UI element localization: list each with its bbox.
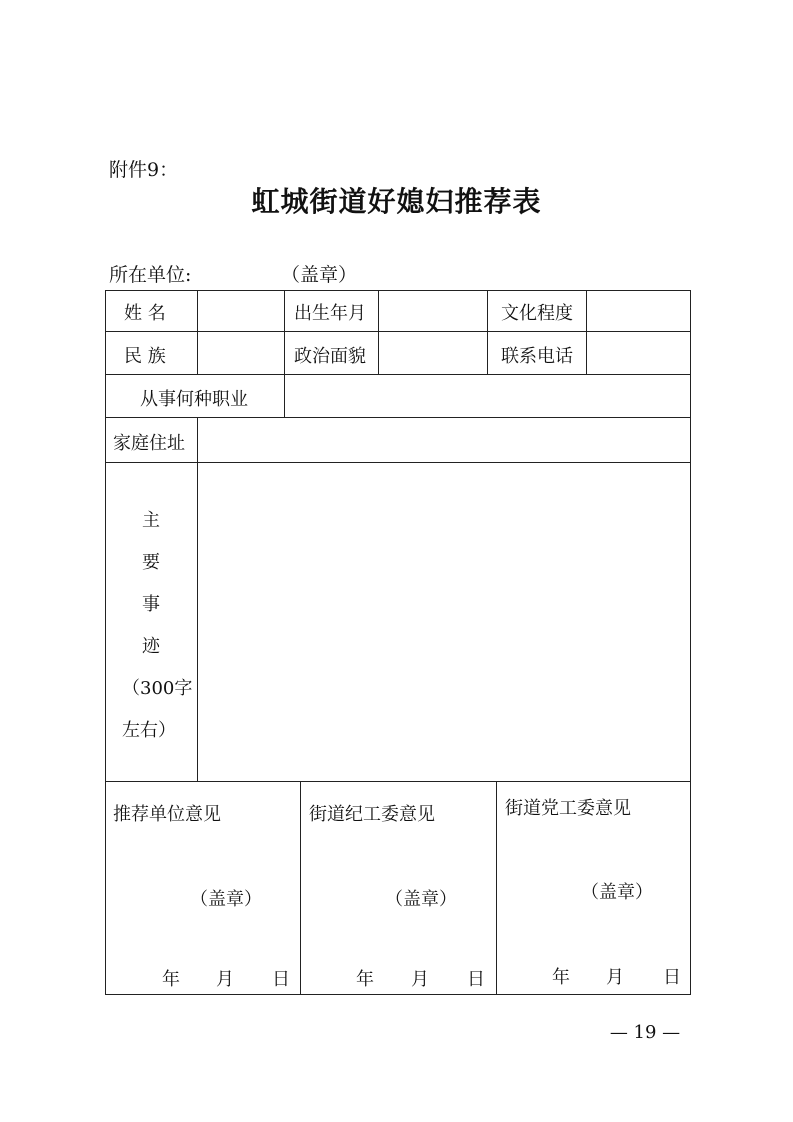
political-label: 政治面貌 [294,346,366,367]
deeds-label: 主 要 事 迹 （300字 左右） [122,510,193,741]
occupation-field[interactable] [285,375,690,417]
ethnicity-label: 民 族 [124,346,166,367]
phone-label: 联系电话 [501,346,573,367]
political-field[interactable] [379,332,487,374]
table-line [284,290,285,375]
opinion-party-committee-year: 年 [552,967,570,988]
unit-label: 所在单位: [109,264,192,286]
birth-label: 出生年月 [294,303,366,324]
table-border-bottom [105,994,691,995]
phone-field[interactable] [587,332,690,374]
attachment-label: 附件9： [109,159,179,181]
address-label: 家庭住址 [113,433,185,454]
table-line [496,781,497,995]
education-label: 文化程度 [501,303,573,324]
opinion-party-committee-day: 日 [663,967,681,988]
deeds-field[interactable] [198,463,690,781]
birth-field[interactable] [379,291,487,331]
opinion-recommending-unit-seal: （盖章） [190,889,262,910]
name-field[interactable] [198,291,284,331]
opinion-discipline-committee-seal: （盖章） [385,889,457,910]
opinion-recommending-unit-year: 年 [162,969,180,990]
address-field[interactable] [198,418,690,462]
unit-row [109,260,358,287]
ethnicity-field[interactable] [198,332,284,374]
opinion-party-committee-seal: （盖章） [581,882,653,903]
occupation-label: 从事何种职业 [140,389,248,410]
opinion-recommending-unit-month: 月 [216,969,234,990]
opinion-recommending-unit-title: 推荐单位意见 [113,804,221,825]
opinion-discipline-committee-year: 年 [356,969,374,990]
opinion-discipline-committee-day: 日 [467,969,485,990]
opinion-party-committee-title: 街道党工委意见 [505,798,631,819]
table-border-right [690,290,691,995]
opinion-party-committee-month: 月 [606,967,624,988]
unit-seal: （盖章） [281,264,358,286]
form-title: 虹城街道好媳妇推荐表 [251,185,542,218]
opinion-recommending-unit-day: 日 [272,969,290,990]
opinion-discipline-committee-title: 街道纪工委意见 [309,804,435,825]
table-line [105,781,691,782]
table-line [300,781,301,995]
name-label: 姓 名 [124,303,166,324]
opinion-discipline-committee-month: 月 [411,969,429,990]
page-number: — 19 — [609,1022,681,1043]
table-line [487,290,488,375]
education-field[interactable] [587,291,690,331]
